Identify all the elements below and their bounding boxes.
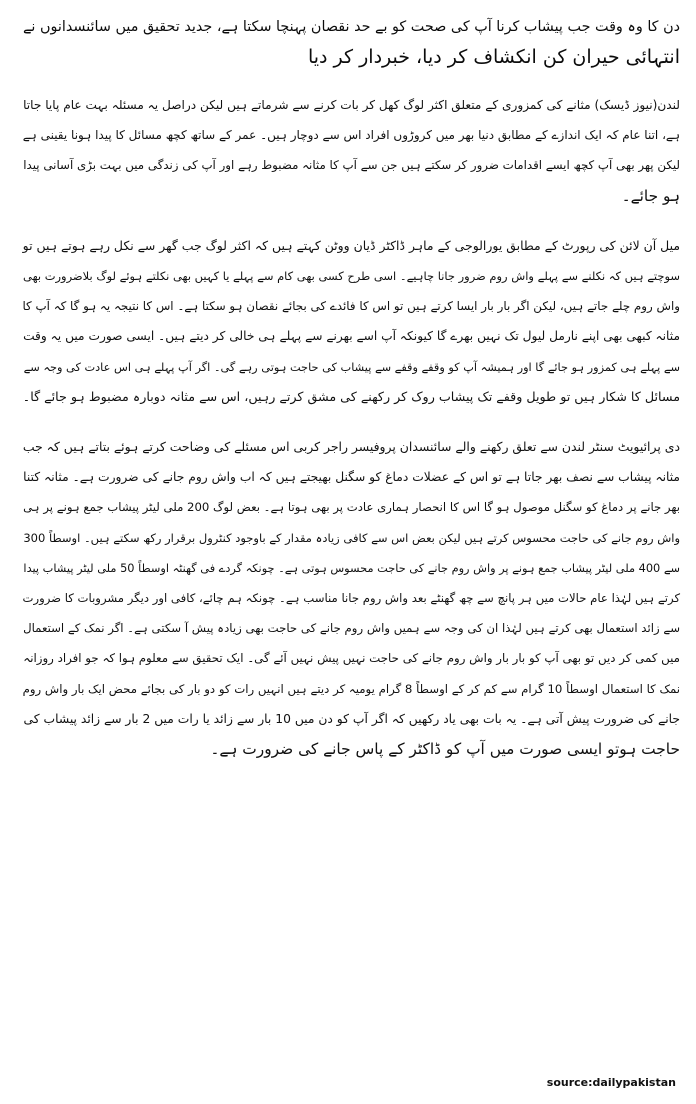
paragraph-line: مثانہ کبھی بھی اپنے نارمل لیول تک نہیں بھرے گا کیونکہ آپ اسے بھرنے سے پہلے ہی خالی کر دیتے ہیں۔ ایسی صورت میں یہ وقت [23,329,680,344]
paragraph-line: سے زائد استعمال بھی کرتے ہیں لہٰذا ان کی وجہ سے ہمیں واش روم جانے کی حاجت بھی زیادہ پیش آ سکتی ہے۔ اگر نمک کے استعمال [23,621,680,636]
paragraph-line: کرتے ہیں لہٰذا عام حالات میں ہر پانچ سے چھ گھنٹے بعد واش روم جانا مناسب ہے۔ چونکہ ہم چائے، کافی اور دیگر مشروبات کا ضرورت [22,591,680,606]
paragraph-line: لندن(نیوز ڈیسک) مثانے کی کمزوری کے متعلق اکثر لوگ کھل کر بات کرنے سے شرماتے ہیں لیکن دراصل یہ مسئلہ بہت عام پایا جاتا [23,98,680,112]
headline-line: انتہائی حیران کن انکشاف کر دیا، خبردار کر دیا [307,46,680,68]
paragraph-line: ہے، اتنا عام کہ ایک اندازے کے مطابق دنیا بھر میں کروڑوں افراد اس سے دوچار ہیں۔ عمر کے ساتھ کچھ مسائل کا پیدا ہونا یقینی ہے [22,128,680,143]
paragraph-line: میل آن لائن کی رپورٹ کے مطابق یورالوجی کے ماہر ڈاکٹر ڈیان ووٹن کہتے ہیں کہ اکثر لوگ جب گھر سے نکل رہے ہوتے ہیں تو [22,237,680,253]
paragraph-2 [16,231,680,412]
source-credit: source:dailypakistan [546,1076,676,1089]
paragraph-line: لیکن پھر بھی آپ کچھ ایسے اقدامات ضرور کر سکتے ہیں جن سے آپ کا مثانہ مضبوط رہے اور آپ کی زندگی میں بہت بڑی آسانی پیدا [23,158,680,173]
paragraph-line: نمک کا استعمال اوسطاً 10 گرام سے کم کر کے اوسطاً 8 گرام یومیہ کر دیتے ہیں انہیں رات کو دو بار کی بجائے محض ایک بار واش روم [22,681,680,696]
paragraph-line: دی پرائیویٹ سنٹر لندن سے تعلق رکھنے والے سائنسدان پروفیسر راجر کربی اس مسئلے کی وضاحت کرتے ہوئے بتاتے ہیں کہ جب [22,439,680,455]
paragraph-line: سے پہلے ہی کمزور ہو جائے گا اور ہمیشہ آپ کو وقفے وقفے سے پیشاب کی حاجت ہوتی رہے گی۔ اگر آپ پہلے ہی اس عادت کی وجہ سے [23,359,680,374]
paragraph-line: بھر جانے پر دماغ کو سگنل موصول ہو گا اس کا انحصار ہماری عادت پر بھی ہوتا ہے۔ بعض لوگ 200 ملی لیٹر پیشاب جمع ہونے پر ہی [23,500,680,515]
paragraph-line: واش روم جانے کی حاجت محسوس کرتے ہیں لیکن بعض اس سے کافی زیادہ مقدار کے باوجود کنٹرول برقرار رکھ سکتے ہیں۔ اوسطاً 300 [23,530,680,545]
paragraph-line: واش روم چلے جاتے ہیں، لیکن اگر بار بار ایسا کرتے ہیں تو اس کا فائدے کی بجائے نقصان ہو سکتا ہے۔ اس کا نتیجہ یہ ہو گا کہ آپ کا [22,299,680,314]
paragraph-3 [16,432,680,764]
paragraph-line: میں کمی کر دیں تو بھی آپ کو بار بار واش روم جانے کی حاجت نہیں پیش نہیں آئے گی۔ ایک تحقیق سے معلوم ہوا کہ جو افراد روزانہ [23,651,680,666]
headline [16,12,680,72]
paragraph-line: سوچتے ہیں کہ نکلنے سے پہلے واش روم ضرور جانا چاہیے۔ اسی طرح کسی بھی کام سے پہلے یا کہیں بھی نکلتے ہوئے لوگ بلاضرورت بھی [23,269,680,284]
paragraph-line: جانے کی ضرورت پیش آتی ہے۔ یہ بات بھی یاد رکھیں کہ اگر آپ کو دن میں 10 بار سے زائد یا رات میں 2 بار سے زائد پیشاب کی [23,711,680,726]
headline-line: دن کا وہ وقت جب پیشاب کرنا آپ کی صحت کو بے حد نقصان پہنچا سکتا ہے، جدید تحقیق میں سائنسدانوں نے [23,19,680,35]
paragraph-1 [16,90,680,211]
paragraph-line: مثانہ پیشاب سے نصف بھر جاتا ہے تو اس کے عضلات دماغ کو سگنل بھیجتے ہیں کہ اب واش روم جانے کی ضرورت ہے۔ مثانہ کتنا [23,470,680,485]
paragraph-line: مسائل کا شکار ہیں تو طویل وقفے تک پیشاب روک کر رکھنے کی مشق کرتے رہیں، اس سے مثانہ دوبارہ مضبوط ہو جائے گا۔ [22,388,680,404]
paragraph-line: ہو جائے۔ [621,186,680,205]
paragraph-line: سے 400 ملی لیٹر پیشاب جمع ہونے پر واش روم جانے کی حاجت محسوس ہوتی ہے۔ چونکہ گردے فی گھنٹہ اوسطاً 50 ملی لیٹر پیشاب پیدا [23,560,680,575]
paragraph-line: حاجت ہوتو ایسی صورت میں آپ کو ڈاکٹر کے پاس جانے کی ضرورت ہے۔ [210,740,680,759]
